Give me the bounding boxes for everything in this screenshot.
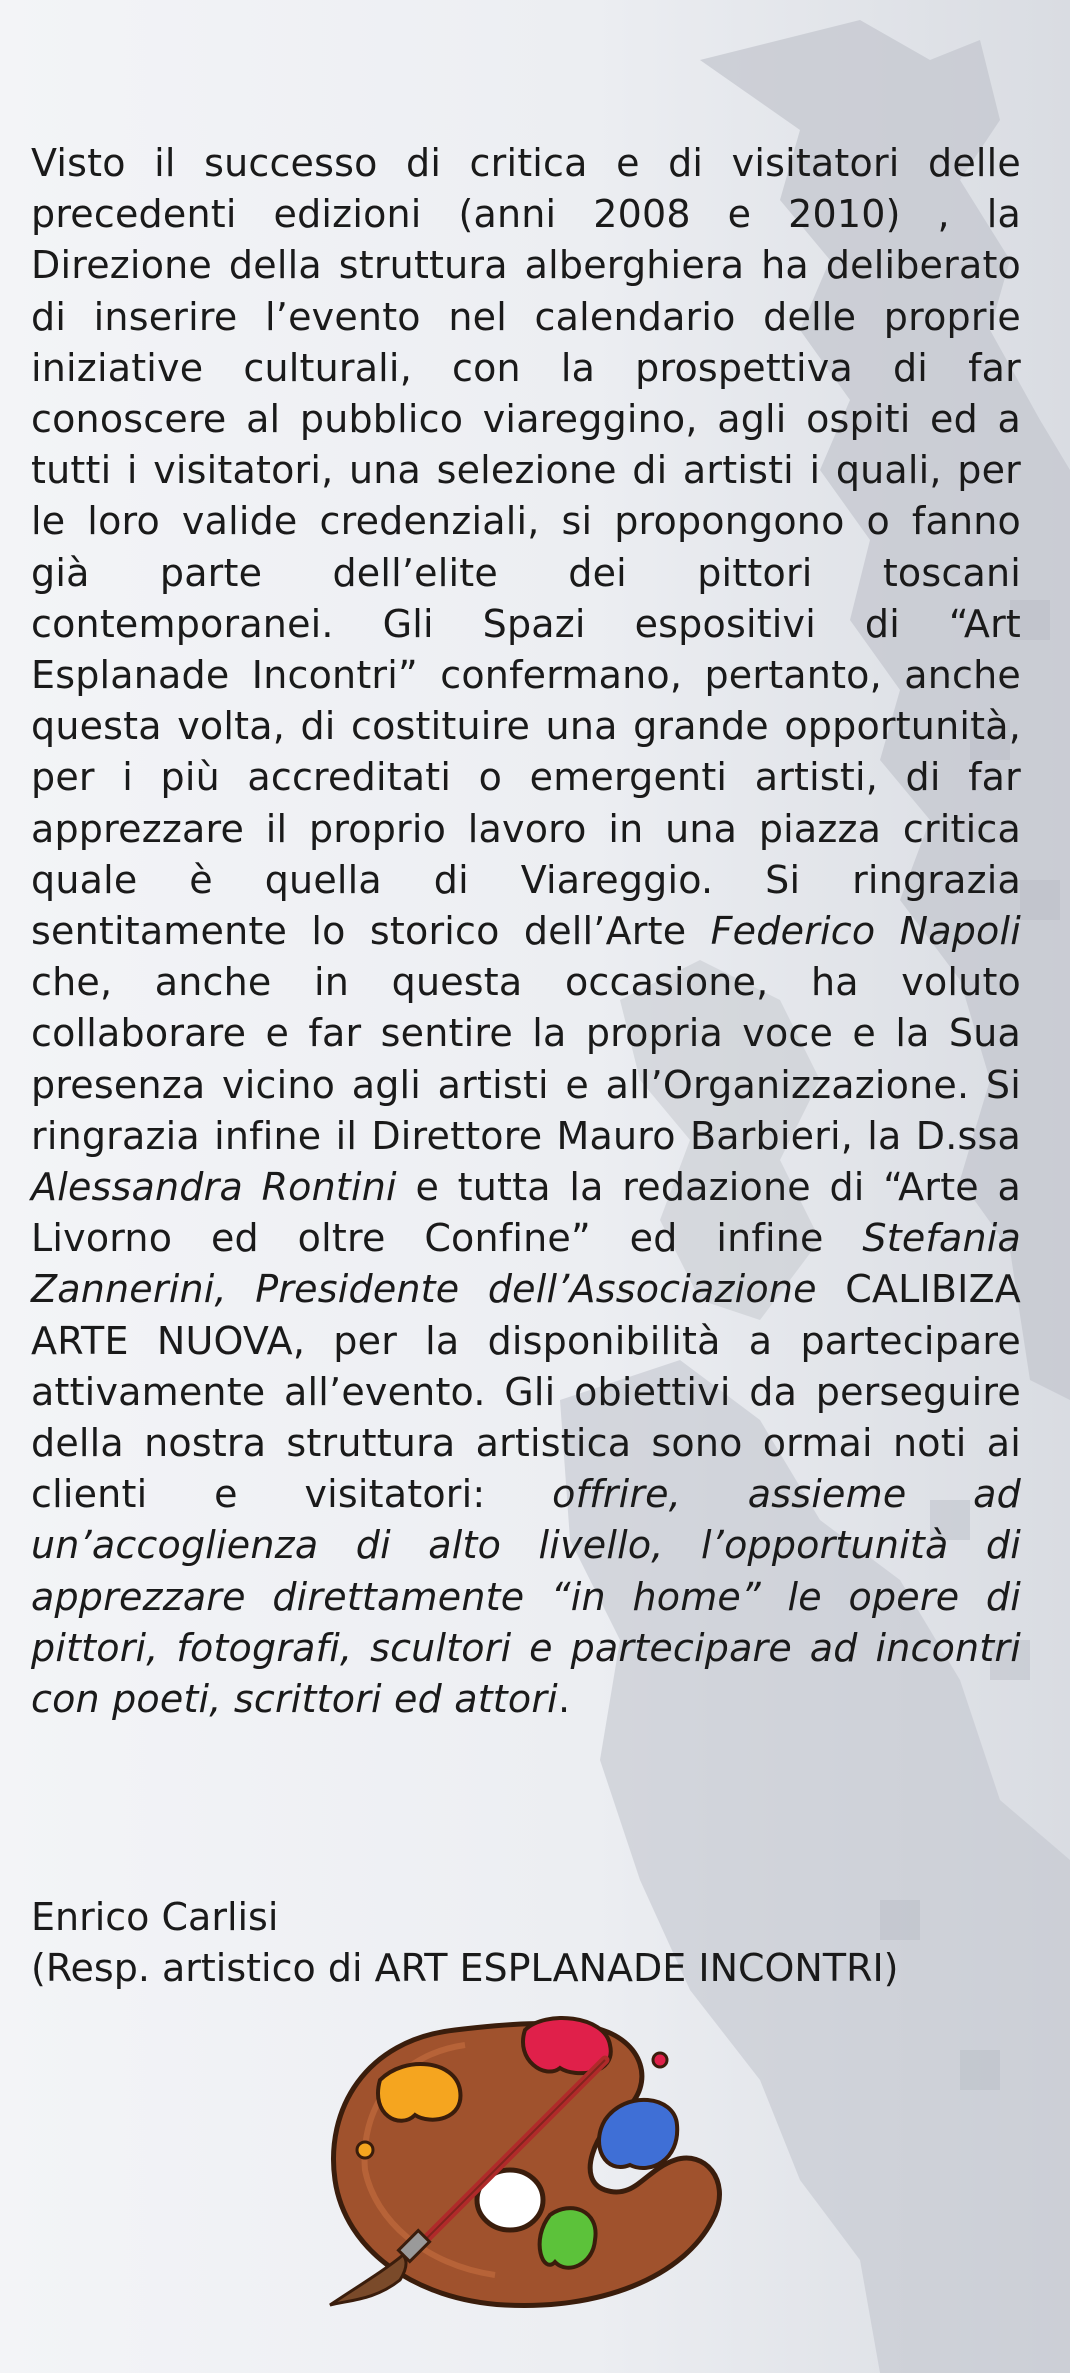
signature-role: (Resp. artistico di ART ESPLANADE INCONTRI): [31, 1946, 899, 1990]
signature-block: [31, 1892, 1031, 1994]
signature-name: Enrico Carlisi: [31, 1895, 279, 1939]
name-federico-napoli: Federico Napoli: [710, 909, 1022, 954]
body-text-2: che, anche in questa occasione, ha voluto collaborare e far sentire la propria voce e la Sua presenza vicino agli artisti e all’Organizzazione. Si ringrazia infine il Direttore Mauro Barbieri, la D.ssa: [31, 960, 1021, 1158]
body-text-4: CALIBIZA ARTE NUOVA, per la disponibilità a partecipare attivamente all’evento. Gli obiettivi da perseguire della nostra struttura artistica sono ormai noti ai clienti e visitatori:: [31, 1267, 1021, 1517]
name-alessandra-rontini: Alessandra Rontini: [31, 1165, 397, 1210]
paint-palette-icon: [305, 2000, 735, 2340]
mission-statement: offrire, assieme ad un’accoglienza di alto livello, l’opportunità di apprezzare direttamente “in home” le opere di pittori, fotografi, scultori e partecipare ad incontri con poeti, scrittori ed attori: [31, 1472, 1021, 1722]
body-paragraph: [31, 138, 1021, 1725]
body-text-1: Visto il successo di critica e di visitatori delle precedenti edizioni (anni 2008 e 2010) , la Direzione della struttura alberghiera ha deliberato di inserire l’evento nel calendario delle proprie iniziative culturali, con la prospettiva di far conoscere al pubblico viareggino, agli ospiti ed a tutti i visitatori, una selezione di artisti i quali, per le loro valide credenziali, si propongono o fanno già parte dell’elite dei pittori toscani contemporanei. Gli Spazi espositivi di “Art Esplanade Incontri” confermano, pertanto, anche questa volta, di costituire una grande opportunità, per i più accreditati o emergenti artisti, di far apprezzare il proprio lavoro in una piazza critica quale è quella di Viareggio. Si ringrazia sentitamente lo storico dell’Arte: [31, 141, 1021, 954]
body-text-end: .: [557, 1677, 571, 1722]
name-stefania-zannerini: Stefania Zannerini, Presidente dell’Associazione: [31, 1216, 1022, 1312]
body-text-3: e tutta la redazione di “Arte a Livorno ed oltre Confine” ed infine: [31, 1165, 1022, 1261]
